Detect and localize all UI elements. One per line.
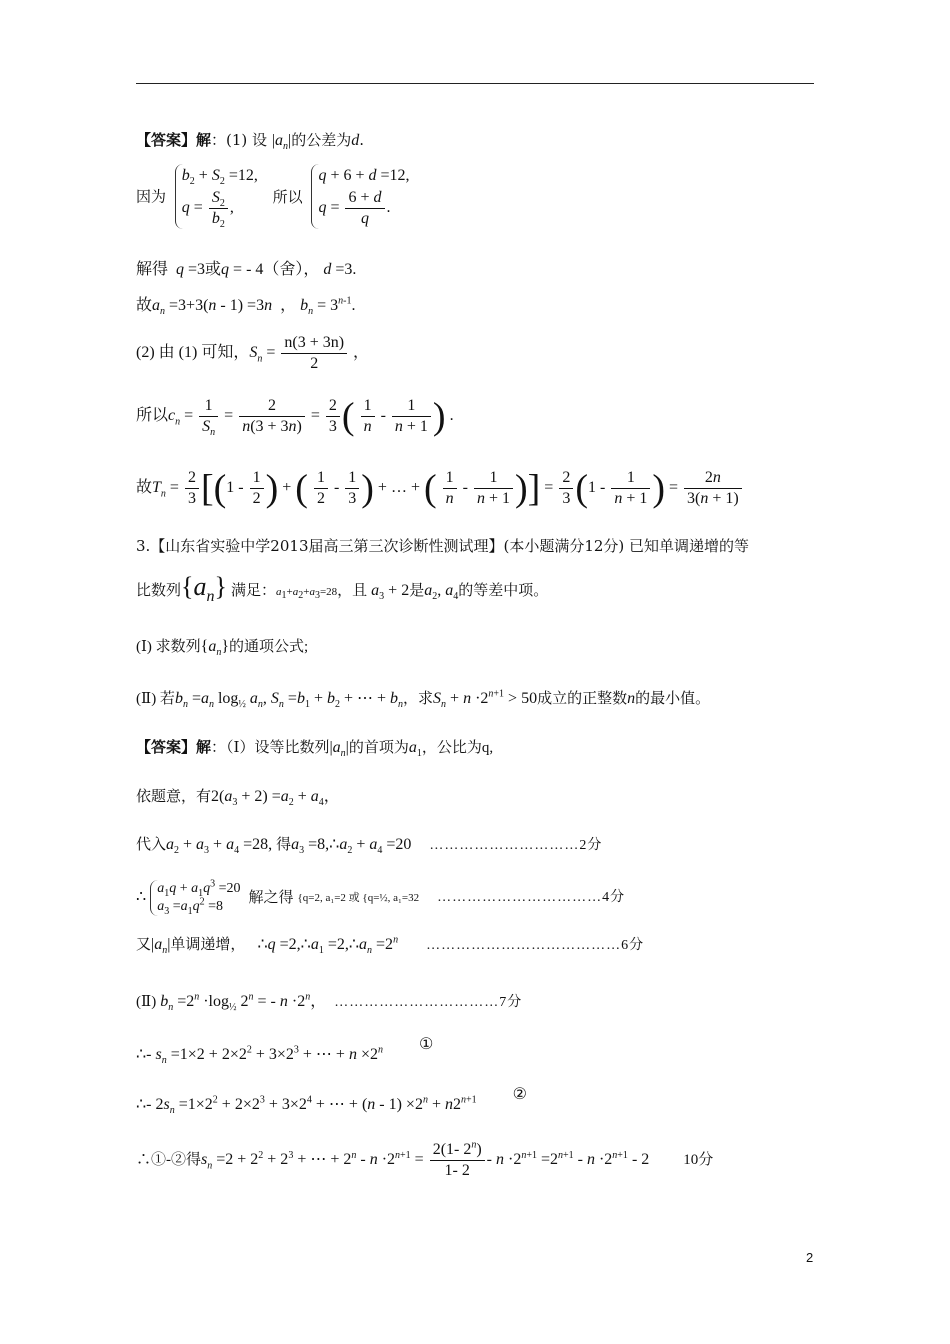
q3-condition-line: 比数列$\{a_n\}$ 满足：$a_1+a_2+a_3=28$，且 $a_3 + 2$是$a_2$, $a_4$的等差中项。	[136, 572, 549, 606]
q2-sn-line: (2) 由 (1) 可知，$S_n$ = $\frac{n(3 + 3n)}{2}$ ，	[136, 334, 370, 372]
q3-answer-line4: ∴ $a_1q + a_1q^3 =20$ $a_3 =a_1q^2 =8$ 解之得 {q=2, a₁=2 或 {q=½, a₁=32 ……………………………4分	[136, 878, 626, 917]
q2-tn-line: 故$T_n$ = $\frac{2}{3}$ [(1 - $\frac{1}{2}$ ) + ( $\frac{1}{2}$ - $\frac{1}{3}$ ) + … + ( $\frac{1}{n}$ - $\frac{1}{n + 1}$ )] = $\frac{2}{3}$ (1 - $\frac{1}{n + 1}$ ) = $\frac{2n}{3(n + 1)}$	[136, 468, 744, 509]
header-rule	[136, 83, 814, 84]
q2-cn-line: 所以$c_n$ = $\frac{1}{S_n}$ = $\frac{2}{n(3 + 3n)}$ = $\frac{2}{3}$ ( $\frac{1}{n}$ - $\frac{1}{n + 1}$ ) .	[136, 395, 454, 439]
q2-system-1: $b_2 + S_2 =12$, q = $\frac{S_2}{b_2}$ ,	[175, 164, 258, 229]
q3-answer-line5: 又$|a_n|$单调递增， ∴q $=2,\therefore a_1$ $=2,\therefore a_n =2^n$ …………………………………6分	[136, 934, 645, 957]
q3-answer-line9: ∴①-②得$s_n =2 + 2^2 + 2^3$ + ⋯ + $2^n - n \cdot 2^{n+1}$ = $\frac{2(1- 2^n)}{1- 2}$ - $n \cdot 2^{n+1} =2^{n+1} - n \cdot 2^{n+1} - 2$ 10分	[136, 1139, 714, 1179]
q3-answer-line6: (Ⅱ) $b_n =2^n \cdot\log_{\frac{1}{2}}$ $2^n$ = - $n \cdot 2^n$， ……………………………7分	[136, 991, 523, 1014]
q2-system-2: q + 6 + d =12, q = $\frac{6 + d}{q}$ .	[311, 164, 409, 229]
q3-answer-line8: ∴- $2s_n =1\times 2^2 + 2\times 2^3 + 3\times 2^4$ + ⋯ + $(n - 1) \times 2^n + n2^{n+1}$ ②	[136, 1086, 527, 1117]
q2-answer-line1: 【答案】解：(1) 设 $|a_n|$的公差为d.	[136, 131, 365, 153]
page-number: 2	[806, 1250, 814, 1265]
q3-part2: (Ⅱ) 若$b_n =a_n$ $\log_{\frac{1}{2}} a_n$, $S_n =b_1 + b_2$ + ⋯ + $b_n$，求$S_n + n \cdot 2^{n+1} > 50$成立的正整数n的最小值。	[136, 688, 711, 711]
q2-system-line: 因为 $b_2 + S_2 =12$, q = $\frac{S_2}{b_2}$ , 所以 q + 6 + d =12, q = $\frac{6 + d}{q}$ .	[136, 164, 414, 229]
q3-answer-line3: 代入$a_2 + a_3 + a_4 =28$, 得$a_3$ $=8,\therefore a_2 + a_4 =20$ …………………………2分	[136, 836, 603, 857]
q3-answer-line2: 依题意，有$2(a_3 + 2) =a_2 + a_4$，	[136, 788, 340, 809]
q2-solve-line: 解得 q =3或q = - 4（舍）， d =3.	[136, 261, 357, 278]
q3-answer-line1: 【答案】解：（Ⅰ）设等比数列$|a_n|$的首项为$a_1$，公比为q,	[136, 739, 494, 760]
q2-an-line: 故$a_n =3+3(n - 1) =3n$ ， $b_n = 3^{n-1}$.	[136, 295, 356, 318]
q3-title: 3.【山东省实验中学2013届高三第三次诊断性测试理】(本小题满分12分) 已知单调递增的等	[136, 537, 750, 555]
q3-part1: (Ⅰ) 求数列$\{a_n\}$的通项公式;	[136, 638, 309, 659]
q3-answer-line7: ∴- $s_n =1\times 2 + 2\times 2^2 + 3\times 2^3$ + ⋯ + $n \times 2^n$ ①	[136, 1036, 434, 1067]
